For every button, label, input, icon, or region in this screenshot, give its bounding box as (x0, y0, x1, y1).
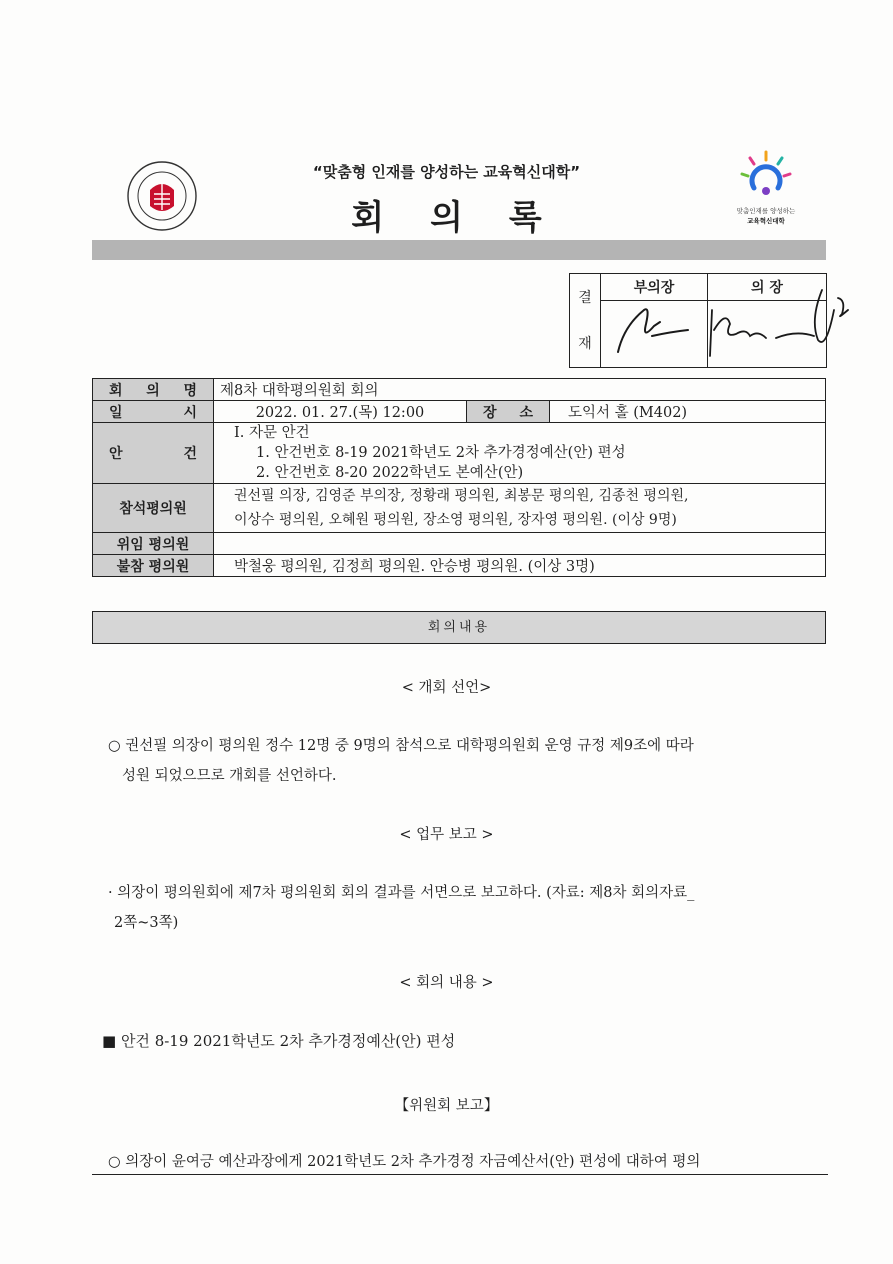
opening-heading: < 개회 선언> (401, 680, 492, 696)
vice-chair-signature (610, 296, 700, 360)
opening-line-2: 성원 되었으므로 개회를 선언하다. (122, 768, 337, 784)
motto: “맞춤형 인재를 양성하는 교육혁신대학” (312, 163, 581, 181)
opening-line-1: ○ 권선필 의장이 평의원 정수 12명 중 9명의 참석으로 대학평의원회 운영 규정 제9조에 따라 (108, 738, 694, 754)
education-innovation-logo (722, 148, 810, 234)
committee-heading: 【위원회 보고】 (394, 1098, 499, 1114)
absent-members: 박철웅 평의원, 김정희 평의원. 안승병 평의원. (이상 3명) (214, 555, 826, 577)
meeting-info-table (92, 378, 826, 577)
lightbulb-icon (722, 148, 810, 204)
agenda-item-title: ■ 안건 8-19 2021학년도 2차 추가경정예산(안) 편성 (102, 1032, 456, 1050)
logo-caption-2: 교육혁신대학 (747, 217, 785, 225)
report-line-2: 2쪽~3쪽) (114, 915, 179, 931)
discussion-heading: < 회의 내용 > (399, 975, 494, 991)
agenda-list (214, 423, 826, 484)
meeting-datetime: 2022. 01. 27.(목) 12:00 (214, 401, 467, 423)
label-place: 장 소 (467, 401, 550, 423)
label-meeting-name: 회 의 명 (93, 379, 214, 401)
report-heading: < 업무 보고 > (399, 827, 494, 843)
document-title: 회의록 (351, 198, 588, 238)
delegated-members (214, 533, 826, 555)
agenda-item: 2. 안건번호 8-20 2022학년도 본예산(안) (256, 465, 524, 481)
approval-label-1: 결 (578, 289, 592, 306)
section-bar-meeting-content: 회의내용 (92, 611, 826, 644)
approval-label-2: 재 (578, 335, 592, 352)
agenda-item: 1. 안건번호 8-19 2021학년도 2차 추가경정예산(안) 편성 (256, 445, 626, 461)
label-agenda: 안 건 (93, 423, 214, 484)
header-band (92, 240, 826, 260)
label-datetime: 일 시 (93, 401, 214, 423)
approval-col-chair: 의 장 (708, 274, 827, 301)
approval-label (570, 274, 601, 368)
chair-signature (706, 280, 856, 360)
opening-paragraph (108, 731, 838, 791)
attendees-line-2: 이상수 평의원, 오혜원 평의원, 장소영 평의원, 장자영 평의원. (이상 9명) (234, 512, 677, 528)
label-delegated: 위임 평의원 (93, 533, 214, 555)
approval-col-vice-chair: 부의장 (601, 274, 708, 301)
meeting-name: 제8차 대학평의원회 회의 (214, 379, 826, 401)
attendees (214, 484, 826, 533)
agenda-item: Ⅰ. 자문 안건 (234, 425, 310, 441)
label-absent: 불참 평의원 (93, 555, 214, 577)
report-line-1: · 의장이 평의원회에 제7차 평의원회 회의 결과를 서면으로 보고하다. (자료: 제8차 회의자료_ (108, 885, 695, 901)
label-attendees: 참석평의원 (93, 484, 214, 533)
meeting-place: 도익서 홀 (M402) (550, 401, 826, 423)
report-paragraph (108, 878, 838, 938)
logo-caption-1: 맞춤인재를 양성하는 (736, 207, 796, 215)
attendees-line-1: 권선필 의장, 김영준 부의장, 정황래 평의원, 최봉문 평의원, 김종천 평의원, (234, 488, 689, 504)
committee-line-1: ○ 의장이 윤여긍 예산과장에게 2021학년도 2차 추가경정 자금예산서(안) 편성에 대하여 평의 (92, 1150, 828, 1175)
